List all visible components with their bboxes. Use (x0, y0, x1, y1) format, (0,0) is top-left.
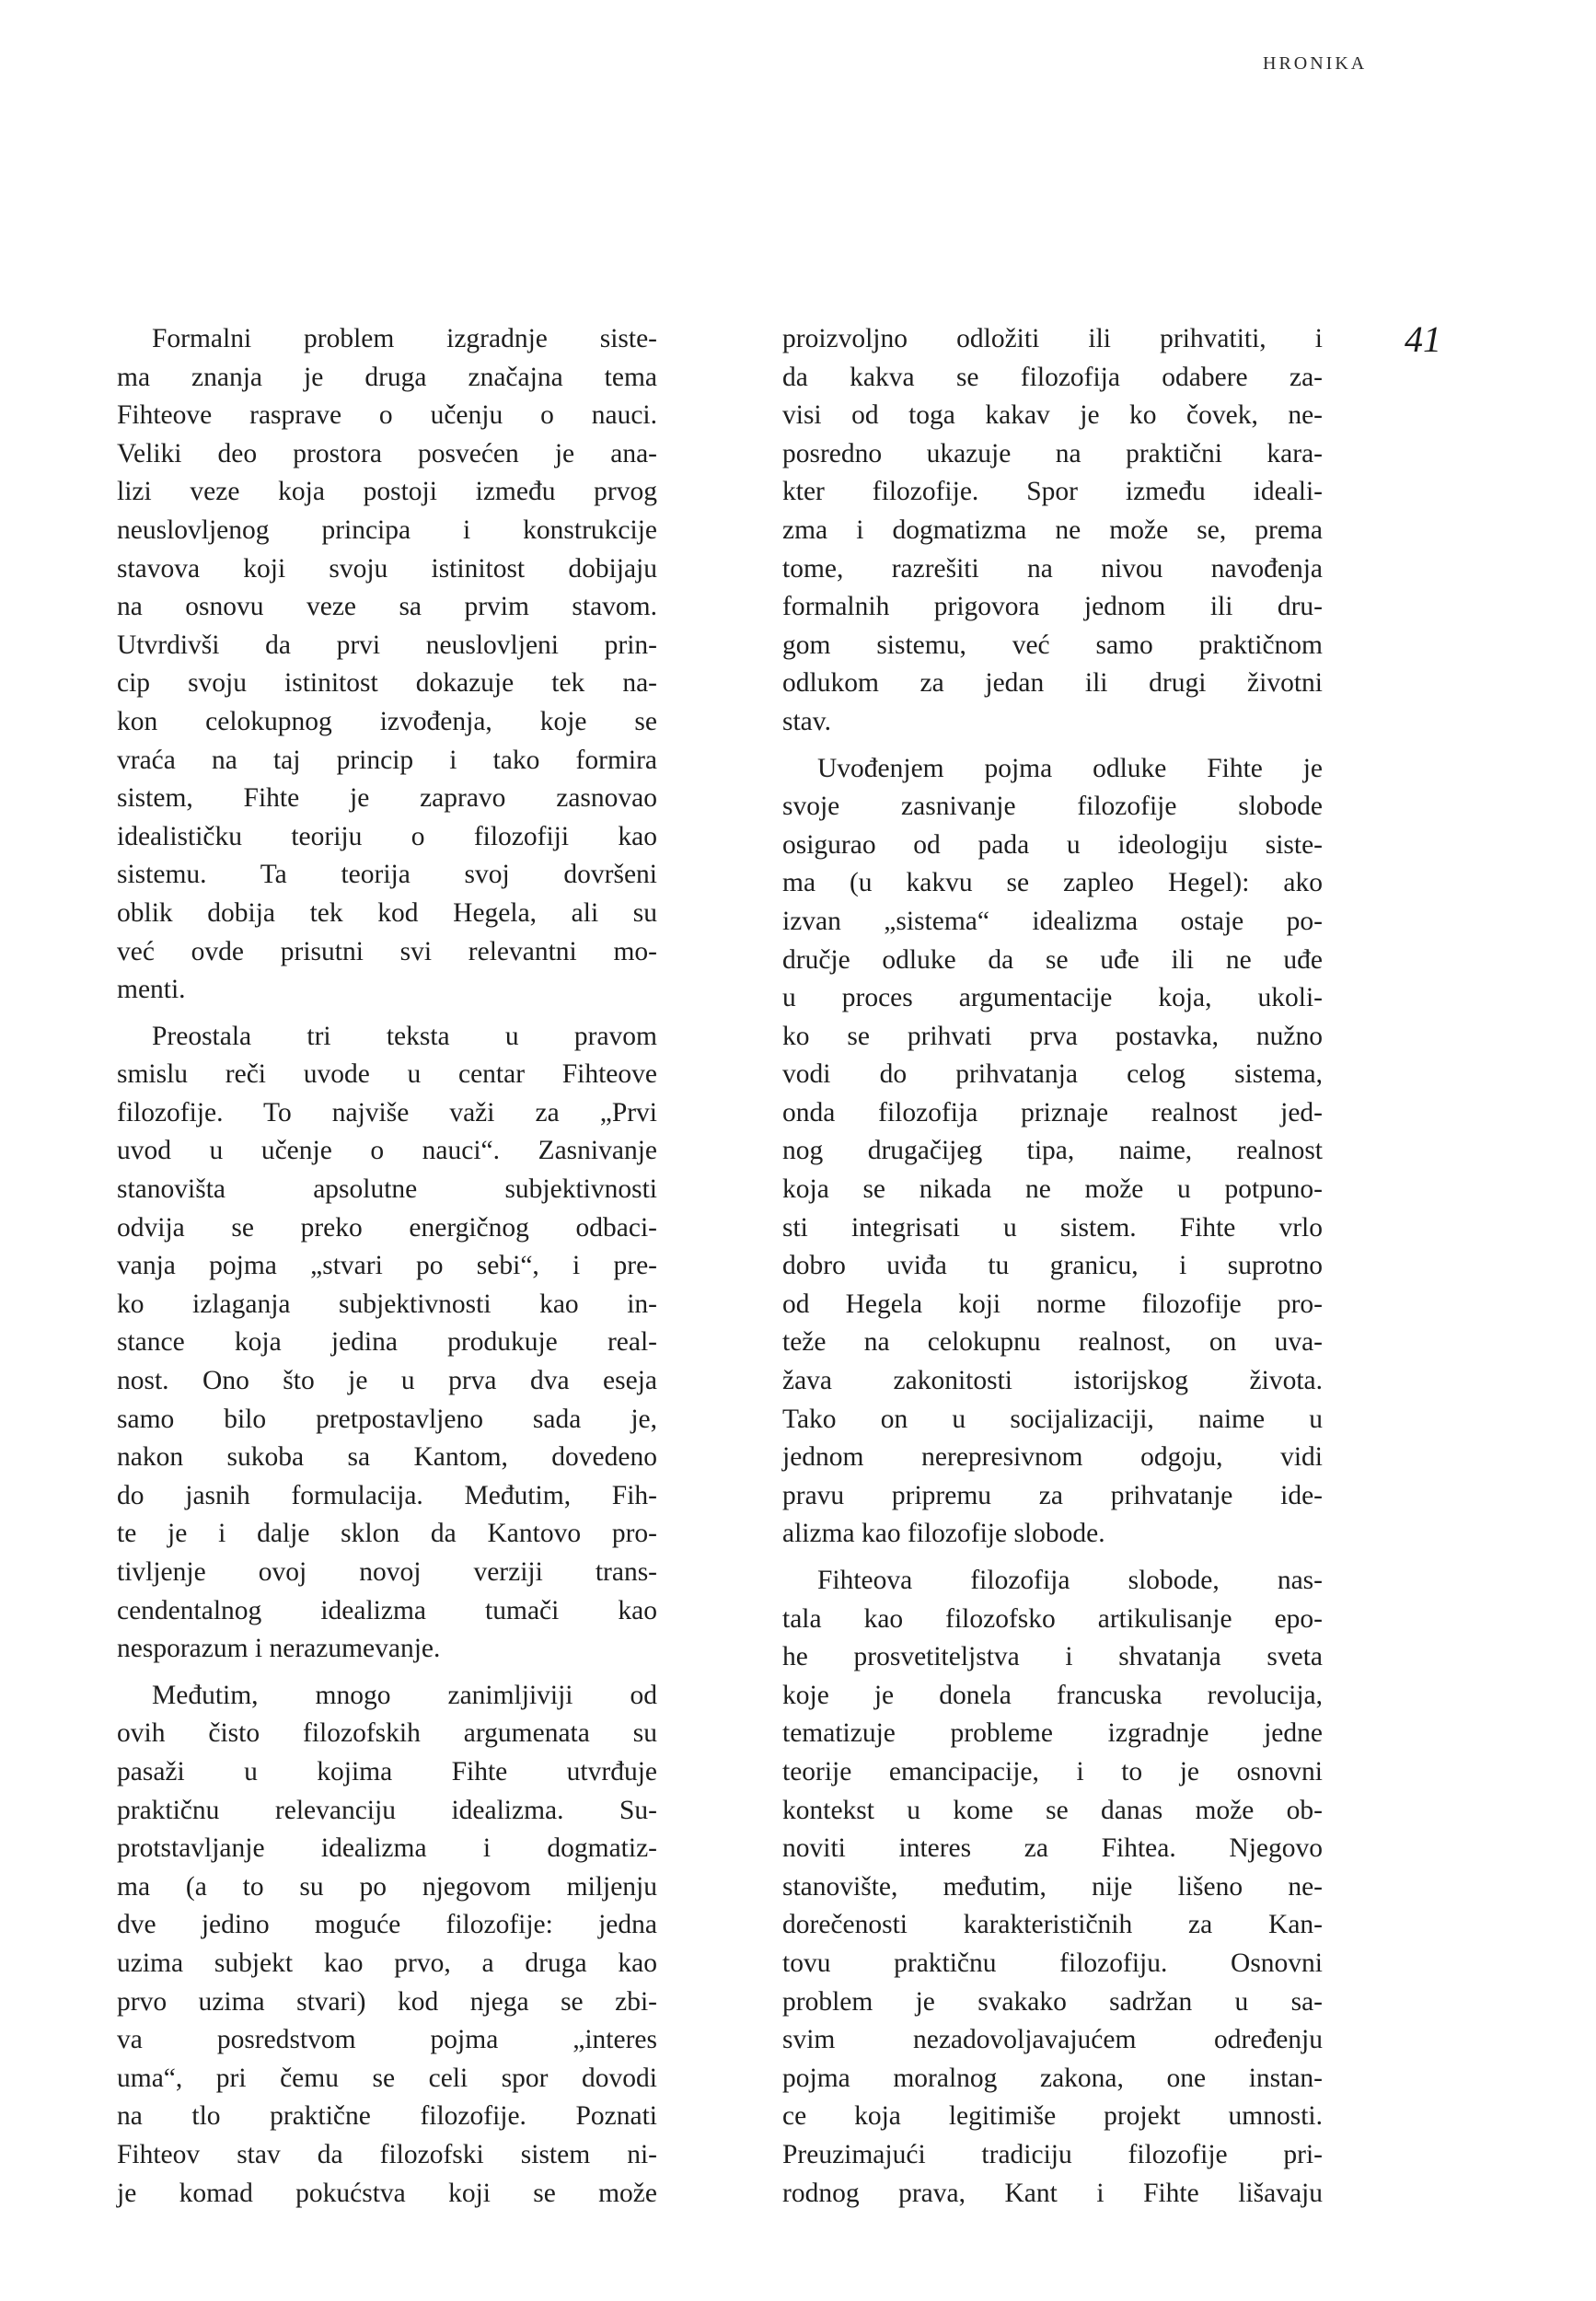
text-line: tala kao filozofsko artikulisanje epo- (782, 1603, 1323, 1634)
text-line: rodnog prava, Kant i Fihte lišavaju (782, 2178, 1323, 2208)
paragraph (782, 750, 1323, 1554)
text-line: od Hegela koji norme filozofije pro- (782, 1289, 1323, 1319)
text-line: nakon sukoba sa Kantom, dovedeno (117, 1442, 657, 1473)
text-line: posredno ukazuje na praktični kara- (782, 438, 1323, 468)
text-line: filozofije. To najviše važi za „Prvi (117, 1097, 657, 1127)
text-line: ko se prihvati prva postavka, nužno (782, 1021, 1323, 1051)
text-line: proizvoljno odložiti ili prihvatiti, i (782, 324, 1323, 353)
text-line: pasaži u kojima Fihte utvrđuje (117, 1756, 657, 1786)
text-line: smislu reči uvode u centar Fihteove (117, 1059, 657, 1090)
text-line: odvija se preko energičnog odbaci- (117, 1212, 657, 1243)
text-line: formalnih prigovora jednom ili dru- (782, 592, 1323, 622)
text-line: Preostala tri teksta u pravom (152, 1021, 657, 1051)
text-line: cip svoju istinitost dokazuje tek na- (117, 668, 657, 699)
text-line: odlukom za jedan ili drugi životni (782, 668, 1323, 699)
text-line: noviti interes za Fihtea. Njegovo (782, 1833, 1323, 1864)
text-line: neuslovljenog principa i konstrukcije (117, 515, 657, 545)
text-line: protstavljanje idealizma i dogmatiz- (117, 1833, 657, 1864)
text-line: Fihteova filozofija slobode, nas- (817, 1566, 1323, 1595)
text-line: ko izlaganja subjektivnosti kao in- (117, 1289, 657, 1319)
text-line: jednom nerepresivnom odgoju, vidi (782, 1442, 1323, 1473)
text-line: ce koja legitimiše projekt umnosti. (782, 2101, 1323, 2132)
text-line: te je i dalje sklon da Kantovo pro- (117, 1519, 657, 1549)
text-line: svoje zasnivanje filozofije slobode (782, 792, 1323, 822)
text-line: cendentalnog idealizma tumači kao (117, 1595, 657, 1625)
text-line: vanja pojma „stvari po sebi“, i pre- (117, 1251, 657, 1281)
text-line: pravu pripremu za prihvatanje ide- (782, 1480, 1323, 1510)
text-line: dručje odluke da se uđe ili ne uđe (782, 944, 1323, 975)
text-line: menti. (117, 975, 186, 1005)
text-line: zma i dogmatizma ne može se, prema (782, 515, 1323, 545)
text-line: teorije emancipacije, i to je osnovni (782, 1756, 1323, 1786)
text-line: he prosvetiteljstva i shvatanja sveta (782, 1642, 1323, 1672)
text-line: oblik dobija tek kod Hegela, ali su (117, 897, 657, 928)
paragraph (782, 320, 1323, 742)
text-line: koja se nikada ne može u potpuno- (782, 1174, 1323, 1205)
running-head: HRONIKA (1263, 53, 1368, 74)
text-line: sti integrisati u sistem. Fihte vrlo (782, 1212, 1323, 1243)
text-line: Preuzimajući tradiciju filozofije pri- (782, 2139, 1323, 2169)
paragraph (782, 1562, 1323, 2213)
text-line: prvo uzima stvari) kod njega se zbi- (117, 1986, 657, 2017)
text-line: vraća na taj princip i tako formira (117, 745, 657, 775)
text-line: stanovišta apsolutne subjektivnosti (117, 1174, 657, 1205)
text-line: dve jedino moguće filozofije: jedna (117, 1910, 657, 1940)
paragraph (117, 320, 657, 1010)
text-line: ma znanja je druga značajna tema (117, 362, 657, 392)
text-line: izvan „sistema“ idealizma ostaje po- (782, 906, 1323, 936)
text-line: dorečenosti karakterističnih za Kan- (782, 1910, 1323, 1940)
paragraph (117, 1018, 657, 1669)
text-line: ma (u kakvu se zapleo Hegel): ako (782, 868, 1323, 898)
text-line: nog drugačijeg tipa, naime, realnost (782, 1136, 1323, 1166)
text-line: sistem, Fihte je zapravo zasnovao (117, 783, 657, 814)
text-line: Tako on u socijalizaciji, naime u (782, 1404, 1323, 1434)
text-line: vodi do prihvatanja celog sistema, (782, 1059, 1323, 1090)
text-line: gom sistemu, već samo praktičnom (782, 630, 1323, 660)
page-number: 41 (1405, 318, 1441, 360)
text-line: u proces argumentacije koja, ukoli- (782, 983, 1323, 1013)
text-line: žava zakonitosti istorijskog života. (782, 1366, 1323, 1396)
text-line: Utvrdivši da prvi neuslovljeni prin- (117, 630, 657, 660)
text-line: uvod u učenje o nauci“. Zasnivanje (117, 1136, 657, 1166)
text-line: sistemu. Ta teorija svoj dovršeni (117, 860, 657, 890)
text-line: problem je svakako sadržan u sa- (782, 1986, 1323, 2017)
text-line: tovu praktičnu filozofiju. Osnovni (782, 1948, 1323, 1978)
text-line: onda filozofija priznaje realnost jed- (782, 1097, 1323, 1127)
text-line: Međutim, mnogo zanimljiviji od (152, 1680, 657, 1710)
text-line: Veliki deo prostora posvećen je ana- (117, 438, 657, 468)
text-line: ma (a to su po njegovom miljenju (117, 1871, 657, 1902)
text-line: kon celokupnog izvođenja, koje se (117, 706, 657, 736)
text-line: Formalni problem izgradnje siste- (152, 324, 657, 353)
text-line: nost. Ono što je u prva dva eseja (117, 1366, 657, 1396)
text-line: svim nezadovoljavajućem određenju (782, 2025, 1323, 2055)
text-line: na tlo praktične filozofije. Poznati (117, 2101, 657, 2132)
text-line: visi od toga kakav je ko čovek, ne- (782, 400, 1323, 431)
text-line: praktičnu relevanciju idealizma. Su- (117, 1795, 657, 1825)
text-line: uzima subjekt kao prvo, a druga kao (117, 1948, 657, 1978)
text-line: tematizuje probleme izgradnje jedne (782, 1718, 1323, 1749)
text-line: lizi veze koja postoji između prvog (117, 477, 657, 507)
text-line: Fihteov stav da filozofski sistem ni- (117, 2139, 657, 2169)
text-line: idealističku teoriju o filozofiji kao (117, 821, 657, 851)
text-line: teže na celokupnu realnost, on uva- (782, 1327, 1323, 1358)
text-line: Fihteove rasprave o učenju o nauci. (117, 400, 657, 431)
text-line: osigurao od pada u ideologiju siste- (782, 829, 1323, 860)
text-column-right (782, 320, 1323, 2221)
text-line: stavova koji svoju istinitost dobijaju (117, 553, 657, 584)
text-line: je komad pokućstva koji se može (117, 2178, 657, 2208)
text-line: stanovište, međutim, nije lišeno ne- (782, 1871, 1323, 1902)
text-line: kontekst u kome se danas može ob- (782, 1795, 1323, 1825)
text-line: tome, razrešiti na nivou navođenja (782, 553, 1323, 584)
text-line: koje je donela francuska revolucija, (782, 1680, 1323, 1710)
text-line: već ovde prisutni svi relevantni mo- (117, 936, 657, 966)
text-line: stance koja jedina produkuje real- (117, 1327, 657, 1358)
paragraph (117, 1677, 657, 2213)
text-line: na osnovu veze sa prvim stavom. (117, 592, 657, 622)
text-line: do jasnih formulacija. Međutim, Fih- (117, 1480, 657, 1510)
text-line: alizma kao filozofije slobode. (782, 1519, 1105, 1549)
text-line: va posredstvom pojma „interes (117, 2025, 657, 2055)
text-line: pojma moralnog zakona, one instan- (782, 2063, 1323, 2093)
text-line: ovih čisto filozofskih argumenata su (117, 1718, 657, 1749)
text-line: samo bilo pretpostavljeno sada je, (117, 1404, 657, 1434)
text-line: stav. (782, 706, 831, 736)
text-line: dobro uviđa tu granicu, i suprotno (782, 1251, 1323, 1281)
text-line: Uvođenjem pojma odluke Fihte je (817, 753, 1323, 783)
text-line: nesporazum i nerazumevanje. (117, 1634, 441, 1664)
text-line: tivljenje ovoj novoj verziji trans- (117, 1557, 657, 1587)
text-line: kter filozofije. Spor između ideali- (782, 477, 1323, 507)
text-column-left (117, 320, 657, 2221)
text-line: uma“, pri čemu se celi spor dovodi (117, 2063, 657, 2093)
text-line: da kakva se filozofija odabere za- (782, 362, 1323, 392)
